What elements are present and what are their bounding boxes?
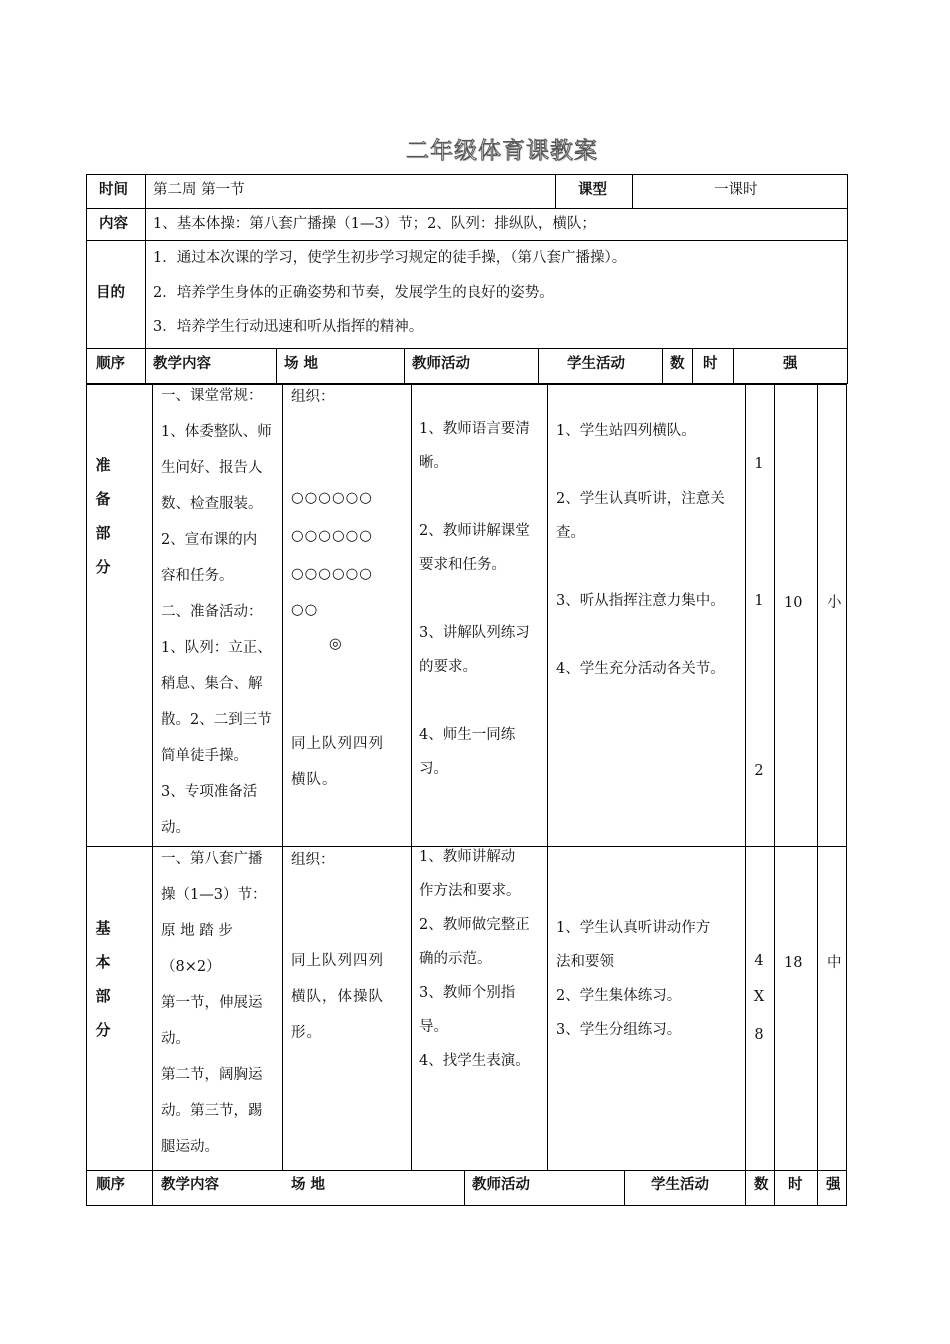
col-intensity: 强 bbox=[783, 356, 798, 372]
prep-content: 一、课堂常规： 1、体委整队、师 生问好、报告人 数、检查服装。 2、宣布课的内 容和任务。 二、准备活动： 1、队列：立正、 稍息、集合、解 散。2、二到三节 简单徒手操。 3、专项准备活 动。 bbox=[161, 388, 272, 836]
goal-3: 3．培养学生行动迅速和听从指挥的精神。 bbox=[153, 319, 424, 335]
col-content-2: 教学内容 bbox=[161, 1177, 219, 1193]
prep-venue-org: 组织： bbox=[291, 389, 335, 405]
basic-count-1: 4 bbox=[754, 953, 764, 969]
col-order-2: 顺序 bbox=[96, 1177, 125, 1193]
prep-teacher: 1、教师语言要清 晰。 2、教师讲解课堂 要求和任务。 3、讲解队列练习 的要求。 4、师生一同练 习。 bbox=[419, 421, 530, 777]
col-venue-2: 场 地 bbox=[291, 1177, 326, 1193]
prep-count-1: 1 bbox=[754, 456, 764, 472]
formation-row-2: ○○○○○○ bbox=[291, 528, 373, 544]
prep-count-2: 1 bbox=[754, 593, 764, 609]
col-student: 学生活动 bbox=[567, 356, 625, 372]
basic-intensity: 中 bbox=[827, 955, 842, 971]
basic-time: 18 bbox=[784, 955, 803, 971]
goal-label: 目的 bbox=[96, 285, 125, 301]
formation-row-1: ○○○○○○ bbox=[291, 490, 373, 506]
col-teacher-2: 教师活动 bbox=[472, 1177, 530, 1193]
type-value: 一课时 bbox=[714, 182, 758, 198]
col-time-2: 时 bbox=[788, 1177, 803, 1193]
teacher-position-icon: ◎ bbox=[329, 636, 342, 652]
prep-intensity: 小 bbox=[827, 595, 842, 611]
time-value: 第二周 第一节 bbox=[153, 182, 245, 198]
col-teacher: 教师活动 bbox=[412, 356, 470, 372]
basic-venue-note: 同上队列四列 横队，体操队 形。 bbox=[291, 953, 384, 1041]
col-count: 数 bbox=[670, 356, 685, 372]
col-order: 顺序 bbox=[96, 356, 125, 372]
col-student-2: 学生活动 bbox=[651, 1177, 709, 1193]
basic-count-3: 8 bbox=[754, 1027, 764, 1043]
col-venue: 场 地 bbox=[284, 356, 319, 372]
type-label: 课型 bbox=[578, 182, 607, 198]
formation-row-3: ○○○○○○ bbox=[291, 566, 373, 582]
basic-teacher: 1、教师讲解动 作方法和要求。 2、教师做完整正 确的示范。 3、教师个别指 导。 4、找学生表演。 bbox=[419, 849, 530, 1069]
basic-section-label: 基 本 部 分 bbox=[95, 919, 111, 1039]
formation-row-4: ○○ bbox=[291, 602, 319, 618]
goal-2: 2．培养学生身体的正确姿势和节奏，发展学生的良好的姿势。 bbox=[153, 285, 554, 301]
prep-section-label: 准 备 部 分 bbox=[95, 456, 111, 576]
prep-student: 1、学生站四列横队。 2、学生认真听讲，注意关 查。 3、听从指挥注意力集中。 4、学生充分活动各关节。 bbox=[556, 423, 725, 677]
basic-count-2: X bbox=[753, 989, 765, 1005]
goal-1: 1．通过本次课的学习，使学生初步学习规定的徒手操，（第八套广播操）。 bbox=[153, 250, 627, 266]
col-intensity-2: 强 bbox=[826, 1177, 841, 1193]
basic-content: 一、第八套广播 操（1—3）节： 原 地 踏 步 （8×2） 第一节，伸展运 动。 第二节，阔胸运 动。第三节，踢 腿运动。 bbox=[161, 851, 267, 1155]
basic-student: 1、学生认真听讲动作方 法和要领 2、学生集体练习。 3、学生分组练习。 bbox=[556, 920, 711, 1038]
col-count-2: 数 bbox=[754, 1177, 769, 1193]
col-content: 教学内容 bbox=[153, 356, 211, 372]
prep-count-3: 2 bbox=[754, 763, 764, 779]
prep-venue-note: 同上队列四列 横队。 bbox=[291, 736, 384, 788]
content-value: 1、基本体操：第八套广播操（1—3）节；2、队列：排纵队，横队； bbox=[153, 216, 596, 232]
page-title: 二年级体育课教案 bbox=[406, 138, 598, 164]
content-label: 内容 bbox=[99, 216, 128, 232]
time-label: 时间 bbox=[99, 182, 128, 198]
col-time: 时 bbox=[703, 356, 718, 372]
basic-venue-org: 组织： bbox=[291, 852, 335, 868]
prep-time: 10 bbox=[784, 595, 803, 611]
